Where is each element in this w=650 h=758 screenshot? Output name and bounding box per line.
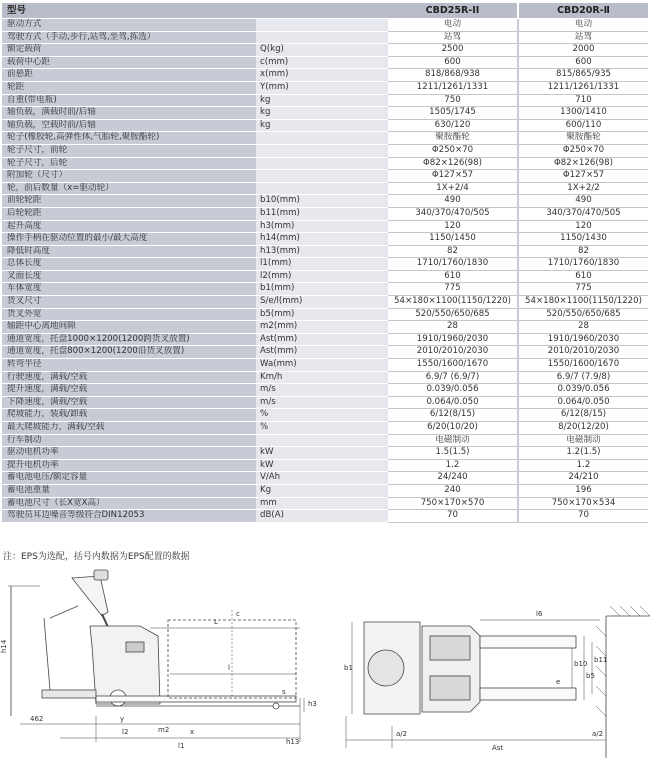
row-value-model-2: 24/210 <box>518 472 648 485</box>
row-unit: % <box>256 422 388 435</box>
row-label: 附加轮（尺寸） <box>2 170 256 183</box>
table-row <box>2 497 648 510</box>
row-value-model-2: 610 <box>518 270 648 283</box>
table-row <box>2 44 648 57</box>
row-value-model-2: 70 <box>518 510 648 523</box>
table-row <box>2 321 648 334</box>
row-unit: Q(kg) <box>256 44 388 57</box>
row-value-model-2: 120 <box>518 220 648 233</box>
table-row <box>2 233 648 246</box>
row-value-model-2: 6/12(8/15) <box>518 409 648 422</box>
row-value-model-2: 340/370/470/505 <box>518 207 648 220</box>
row-label: 车体宽度 <box>2 283 256 296</box>
table-row <box>2 434 648 447</box>
row-unit <box>256 182 388 195</box>
row-value-model-2: 54×180×1100(1150/1220) <box>518 296 648 309</box>
dim-x: x <box>190 728 195 736</box>
row-unit: % <box>256 409 388 422</box>
row-unit: m/s <box>256 384 388 397</box>
dim-l: l <box>228 664 230 672</box>
row-value-model-1: 28 <box>388 321 518 334</box>
row-value-model-2: 710 <box>518 94 648 107</box>
dim-b1: b1 <box>344 664 353 672</box>
row-label: 蓄电池电压/额定容量 <box>2 472 256 485</box>
row-value-model-2: 1X+2/2 <box>518 182 648 195</box>
dim-L: L <box>214 618 218 626</box>
table-row <box>2 422 648 435</box>
row-value-model-2: 1150/1430 <box>518 233 648 246</box>
row-label: 驾驶员耳边噪音等级符合DIN12053 <box>2 510 256 523</box>
table-row <box>2 220 648 233</box>
header-model-1: CBD25R-II <box>388 3 518 19</box>
row-value-model-1: 54×180×1100(1150/1220) <box>388 296 518 309</box>
row-value-model-1: 24/240 <box>388 472 518 485</box>
dimension-drawing-svg <box>0 566 650 758</box>
row-value-model-2: 1.2(1.5) <box>518 447 648 460</box>
row-value-model-1: 站驾 <box>388 31 518 44</box>
row-unit: Y(mm) <box>256 81 388 94</box>
dim-b5: b5 <box>586 672 595 680</box>
row-label: 额定载荷 <box>2 44 256 57</box>
row-value-model-1: 6/12(8/15) <box>388 409 518 422</box>
row-unit <box>256 132 388 145</box>
row-unit: mm <box>256 497 388 510</box>
row-value-model-1: 6.9/7 (6.9/7) <box>388 371 518 384</box>
row-value-model-2: 1910/1960/2030 <box>518 333 648 346</box>
table-row <box>2 346 648 359</box>
row-unit: b5(mm) <box>256 308 388 321</box>
row-value-model-2: 600 <box>518 56 648 69</box>
row-value-model-1: 2500 <box>388 44 518 57</box>
row-value-model-1: 82 <box>388 245 518 258</box>
row-label: 下降速度，满载/空载 <box>2 396 256 409</box>
row-value-model-1: 120 <box>388 220 518 233</box>
table-row <box>2 371 648 384</box>
row-label: 前轮轮距 <box>2 195 256 208</box>
row-label: 轴负载，空载时前/后轴 <box>2 119 256 132</box>
row-value-model-1: 1211/1261/1331 <box>388 81 518 94</box>
row-value-model-2: 815/865/935 <box>518 69 648 82</box>
row-label: 操作手柄在驱动位置的最小/最大高度 <box>2 233 256 246</box>
row-value-model-1: 750 <box>388 94 518 107</box>
row-value-model-1: 1910/1960/2030 <box>388 333 518 346</box>
row-unit: h3(mm) <box>256 220 388 233</box>
row-value-model-2: 8/20(12/20) <box>518 422 648 435</box>
row-value-model-2: 1.2 <box>518 459 648 472</box>
row-unit <box>256 157 388 170</box>
row-value-model-1: 电磁制动 <box>388 434 518 447</box>
row-unit: Km/h <box>256 371 388 384</box>
table-row <box>2 31 648 44</box>
row-label: 降低时高度 <box>2 245 256 258</box>
table-row <box>2 19 648 32</box>
table-row <box>2 245 648 258</box>
row-unit: S/e/l(mm) <box>256 296 388 309</box>
row-label: 后轮轮距 <box>2 207 256 220</box>
table-row <box>2 384 648 397</box>
table-header-row <box>2 3 648 19</box>
row-unit: h13(mm) <box>256 245 388 258</box>
row-value-model-1: 1150/1450 <box>388 233 518 246</box>
row-value-model-2: 站驾 <box>518 31 648 44</box>
row-unit: m2(mm) <box>256 321 388 334</box>
row-value-model-1: 1X+2/4 <box>388 182 518 195</box>
row-value-model-2: 490 <box>518 195 648 208</box>
row-unit: c(mm) <box>256 56 388 69</box>
row-unit: kg <box>256 119 388 132</box>
row-value-model-2: 聚胺酯轮 <box>518 132 648 145</box>
row-label: 叉面长度 <box>2 270 256 283</box>
row-value-model-1: 240 <box>388 484 518 497</box>
row-value-model-1: Φ250×70 <box>388 144 518 157</box>
table-row <box>2 144 648 157</box>
row-unit: Wa(mm) <box>256 359 388 372</box>
row-unit: Ast(mm) <box>256 346 388 359</box>
dim-a2-left: a/2 <box>396 730 408 738</box>
row-value-model-2: 600/110 <box>518 119 648 132</box>
row-label: 货叉外宽 <box>2 308 256 321</box>
row-label: 行车制动 <box>2 434 256 447</box>
row-label: 自重(带电瓶) <box>2 94 256 107</box>
table-row <box>2 170 648 183</box>
table-row <box>2 333 648 346</box>
row-value-model-2: 775 <box>518 283 648 296</box>
row-unit: b1(mm) <box>256 283 388 296</box>
table-row <box>2 81 648 94</box>
row-unit: dB(A) <box>256 510 388 523</box>
row-value-model-1: 电动 <box>388 19 518 32</box>
row-label: 轮子(橡胶轮,高弹性体,气胎轮,聚胺酯轮) <box>2 132 256 145</box>
table-row <box>2 459 648 472</box>
row-value-model-1: 600 <box>388 56 518 69</box>
row-unit: m/s <box>256 396 388 409</box>
table-row <box>2 472 648 485</box>
header-label: 型号 <box>2 3 256 19</box>
table-row <box>2 182 648 195</box>
row-label: 驾驶方式（手动,步行,站驾,坐驾,拣选） <box>2 31 256 44</box>
dim-l6: l6 <box>536 610 543 618</box>
row-unit: b11(mm) <box>256 207 388 220</box>
row-label: 轮子尺寸，前轮 <box>2 144 256 157</box>
row-label: 轴负载，满载时前/后轴 <box>2 107 256 120</box>
row-label: 轮距 <box>2 81 256 94</box>
row-value-model-1: Φ127×57 <box>388 170 518 183</box>
row-label: 蓄电池重量 <box>2 484 256 497</box>
row-unit: V/Ah <box>256 472 388 485</box>
row-value-model-1: 2010/2010/2030 <box>388 346 518 359</box>
dim-c: c <box>236 610 240 618</box>
row-label: 蓄电池尺寸（长X宽X高） <box>2 497 256 510</box>
row-label: 行驶速度，满载/空载 <box>2 371 256 384</box>
header-model-2: CBD20R-Ⅱ <box>518 3 648 19</box>
row-label: 货叉尺寸 <box>2 296 256 309</box>
row-unit: kg <box>256 94 388 107</box>
table-row <box>2 157 648 170</box>
dimension-drawings <box>0 566 650 758</box>
table-row <box>2 409 648 422</box>
row-value-model-2: Φ82×126(98) <box>518 157 648 170</box>
table-row <box>2 270 648 283</box>
dim-front-overhang: 462 <box>30 715 44 723</box>
row-label: 提升速度，满载/空载 <box>2 384 256 397</box>
row-unit <box>256 170 388 183</box>
dim-h3: h3 <box>308 700 317 708</box>
row-value-model-2: 0.039/0.056 <box>518 384 648 397</box>
row-value-model-1: 0.039/0.056 <box>388 384 518 397</box>
row-value-model-2: Φ127×57 <box>518 170 648 183</box>
row-value-model-2: 28 <box>518 321 648 334</box>
row-label: 轮子尺寸，后轮 <box>2 157 256 170</box>
table-row <box>2 258 648 271</box>
row-value-model-1: 1710/1760/1830 <box>388 258 518 271</box>
dim-l1: l1 <box>178 742 185 750</box>
row-label: 载荷中心距 <box>2 56 256 69</box>
dim-m2: m2 <box>158 726 170 734</box>
side-view-drawing <box>8 570 304 742</box>
row-value-model-1: 520/550/650/685 <box>388 308 518 321</box>
row-label: 最大爬坡能力，满载/空载 <box>2 422 256 435</box>
row-unit: Kg <box>256 484 388 497</box>
row-value-model-1: Φ82×126(98) <box>388 157 518 170</box>
row-value-model-2: 520/550/650/685 <box>518 308 648 321</box>
dim-y: y <box>120 715 125 723</box>
row-value-model-1: 775 <box>388 283 518 296</box>
row-value-model-2: 1710/1760/1830 <box>518 258 648 271</box>
table-row <box>2 484 648 497</box>
table-row <box>2 283 648 296</box>
row-label: 通道宽度，托盘800×1200(1200沿货叉放置) <box>2 346 256 359</box>
row-label: 驱动电机功率 <box>2 447 256 460</box>
table-row <box>2 447 648 460</box>
row-value-model-2: 1300/1410 <box>518 107 648 120</box>
table-row <box>2 396 648 409</box>
row-unit: b10(mm) <box>256 195 388 208</box>
row-value-model-1: 490 <box>388 195 518 208</box>
row-unit: kW <box>256 447 388 460</box>
row-label: 总体长度 <box>2 258 256 271</box>
table-row <box>2 132 648 145</box>
row-unit <box>256 144 388 157</box>
row-label: 驱动方式 <box>2 19 256 32</box>
top-view-drawing <box>346 606 650 758</box>
row-value-model-1: 6/20(10/20) <box>388 422 518 435</box>
header-unit <box>256 3 388 19</box>
table-row <box>2 296 648 309</box>
row-value-model-1: 1.5(1.5) <box>388 447 518 460</box>
table-row <box>2 207 648 220</box>
dim-h14: h14 <box>0 639 8 653</box>
row-value-model-2: 2010/2010/2030 <box>518 346 648 359</box>
dim-l2: l2 <box>122 728 129 736</box>
row-value-model-2: 1211/1261/1331 <box>518 81 648 94</box>
row-value-model-1: 1505/1745 <box>388 107 518 120</box>
row-unit <box>256 434 388 447</box>
row-unit: x(mm) <box>256 69 388 82</box>
table-row <box>2 195 648 208</box>
row-value-model-1: 750×170×570 <box>388 497 518 510</box>
row-label: 前悬距 <box>2 69 256 82</box>
row-label: 提升电机功率 <box>2 459 256 472</box>
row-unit: l2(mm) <box>256 270 388 283</box>
row-value-model-1: 1550/1600/1670 <box>388 359 518 372</box>
row-value-model-2: 电动 <box>518 19 648 32</box>
table-row <box>2 510 648 523</box>
row-label: 起升高度 <box>2 220 256 233</box>
row-value-model-1: 818/868/938 <box>388 69 518 82</box>
row-unit: kW <box>256 459 388 472</box>
row-label: 转弯半径 <box>2 359 256 372</box>
row-unit <box>256 31 388 44</box>
row-unit: Ast(mm) <box>256 333 388 346</box>
row-label: 轮，前后数量（x=驱动轮） <box>2 182 256 195</box>
footnote: 注：EPS为选配，括号内数据为EPS配置的数据 <box>3 552 190 562</box>
row-value-model-2: 电磁制动 <box>518 434 648 447</box>
row-unit: l1(mm) <box>256 258 388 271</box>
dim-b11: b11 <box>594 656 608 664</box>
table-row <box>2 56 648 69</box>
row-value-model-2: 2000 <box>518 44 648 57</box>
table-row <box>2 69 648 82</box>
row-value-model-2: 82 <box>518 245 648 258</box>
dim-s: s <box>282 688 286 696</box>
row-value-model-1: 1.2 <box>388 459 518 472</box>
table-row <box>2 107 648 120</box>
row-unit: h14(mm) <box>256 233 388 246</box>
row-value-model-1: 610 <box>388 270 518 283</box>
row-unit: kg <box>256 107 388 120</box>
spec-table <box>2 3 648 523</box>
row-label: 通道宽度，托盘1000×1200(1200跨货叉放置) <box>2 333 256 346</box>
spec-table-body <box>2 19 648 523</box>
dim-e: e <box>556 678 561 686</box>
row-value-model-1: 聚胺酯轮 <box>388 132 518 145</box>
dim-a2-right: a/2 <box>592 730 604 738</box>
table-row <box>2 359 648 372</box>
dim-b10: b10 <box>574 660 588 668</box>
row-label: 轴距中心离地间隙 <box>2 321 256 334</box>
table-row <box>2 94 648 107</box>
dim-ast: Ast <box>492 744 504 752</box>
row-value-model-2: 0.064/0.050 <box>518 396 648 409</box>
row-value-model-2: 750×170×534 <box>518 497 648 510</box>
row-label: 爬坡能力，装载/卸载 <box>2 409 256 422</box>
row-value-model-1: 70 <box>388 510 518 523</box>
row-value-model-2: 196 <box>518 484 648 497</box>
row-value-model-1: 0.064/0.050 <box>388 396 518 409</box>
row-value-model-2: Φ250×70 <box>518 144 648 157</box>
row-value-model-2: 1550/1600/1670 <box>518 359 648 372</box>
dim-h13: h13 <box>286 738 300 746</box>
row-unit <box>256 19 388 32</box>
row-value-model-1: 630/120 <box>388 119 518 132</box>
row-value-model-1: 340/370/470/505 <box>388 207 518 220</box>
table-row <box>2 119 648 132</box>
table-row <box>2 308 648 321</box>
row-value-model-2: 6.9/7 (7.9/8) <box>518 371 648 384</box>
